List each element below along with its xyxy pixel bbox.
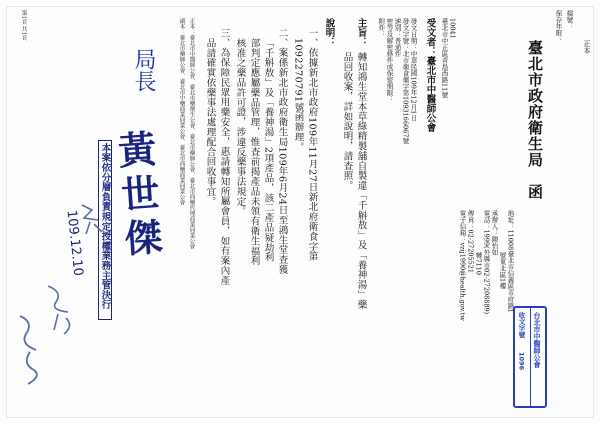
contact-extension: 轉7110 bbox=[474, 252, 483, 276]
postal-code: 10041 bbox=[448, 18, 457, 39]
cc-original: 正本：臺北市中醫師公會、臺北市藥劑生公會、臺北市藥師公會、臺北市西藥代理商業同業公會 bbox=[188, 18, 195, 249]
agency-title: 臺北市政府衛生局 函 bbox=[526, 40, 544, 200]
attachments: 附件： bbox=[377, 18, 386, 38]
contact-email: 電子信箱：vzij1990@health.gov.tw bbox=[458, 210, 467, 321]
recipient: 受文者：臺北市中醫師公會 bbox=[424, 18, 436, 132]
explanation-item-3b: 品請確實依藥事法處理配合回收事宜。 bbox=[204, 38, 216, 207]
doc-number: 發文字號：北市衛食藥字第1093166067號 bbox=[401, 18, 410, 144]
handwritten-signature-icon bbox=[12, 310, 48, 390]
archive-label: 檔號： bbox=[565, 10, 574, 30]
delegation-stamp: 本案依分層負責規定授權業務主管決行 bbox=[99, 143, 111, 310]
explanation-item-2d: 核准之藥品許可證，涉違反藥事法規定。 bbox=[234, 38, 246, 217]
explanation-item-2: 二、案係新北市政府衛生局109年6月24日至鴻生堂查獲 bbox=[276, 28, 288, 275]
recipient-address: 臺北市中正區青島西路11號 bbox=[440, 18, 449, 98]
seal-title: 局長 bbox=[131, 48, 156, 92]
contact-phone: 電話：1999(外縣市02-27208889) bbox=[482, 210, 491, 315]
handwritten-initials-icon bbox=[72, 200, 112, 240]
receipt-stamp-label: 收文字號 bbox=[517, 312, 526, 338]
subject-label: 主旨： bbox=[355, 18, 367, 47]
subject-line-1: 轉知鴻生堂本草綠精製舖自製違「千斛敖」及「養神湯」藥 bbox=[355, 52, 367, 310]
explanation-item-1: 一、依據新北市政府109年11月27日新北府衛食字第 bbox=[306, 28, 318, 262]
cc-copy: 副本：臺北市藥師公會、臺北市中藥商業同業公會、臺北市西藥商業同業公會 bbox=[178, 18, 185, 205]
explanation-label: 說明： bbox=[323, 18, 335, 47]
handwritten-date: 109.12.10 bbox=[63, 209, 86, 277]
address-line-2: 號東北區1樓 bbox=[498, 252, 507, 289]
page-number: 第1頁 共1頁 bbox=[20, 10, 27, 41]
retention-label: 保存年限： bbox=[554, 10, 563, 43]
address-line-1: 地址：11008臺北市信義區市府路1 bbox=[506, 210, 515, 313]
explanation-item-2b: 「千斛敖」及「養神湯」2項產品，該二產品疑劫利 bbox=[262, 38, 274, 263]
contact-fax: 傳真：02-27205521 bbox=[466, 210, 475, 274]
issue-date: 發文日期：中華民國109年12月1日 bbox=[409, 18, 418, 121]
explanation-item-1b: 1092270791號函辦理。 bbox=[292, 38, 304, 152]
subject-line-2: 品回收案，詳如說明，請查照。 bbox=[341, 52, 353, 191]
explanation-item-2c: 部判定應屬藥品管理，惟查前揭產品未領有衛生福利 bbox=[248, 38, 260, 266]
receipt-stamp-number: 1096 bbox=[517, 352, 526, 371]
security-level: 密等及解密條件或保密期限： bbox=[385, 18, 394, 103]
seal-name-signature: 黃世傑 bbox=[110, 128, 164, 264]
contact-person: 承辦人：陳怡如 bbox=[490, 210, 499, 256]
explanation-item-3: 三、為保障民眾用藥安全，惠請轉知所屬會員，如有案內產 bbox=[218, 28, 230, 286]
corner-label: 正本 bbox=[583, 40, 591, 54]
receipt-stamp-org: 台北市中醫師公會 bbox=[533, 312, 541, 368]
urgency: 速別：普通件 bbox=[393, 18, 402, 57]
